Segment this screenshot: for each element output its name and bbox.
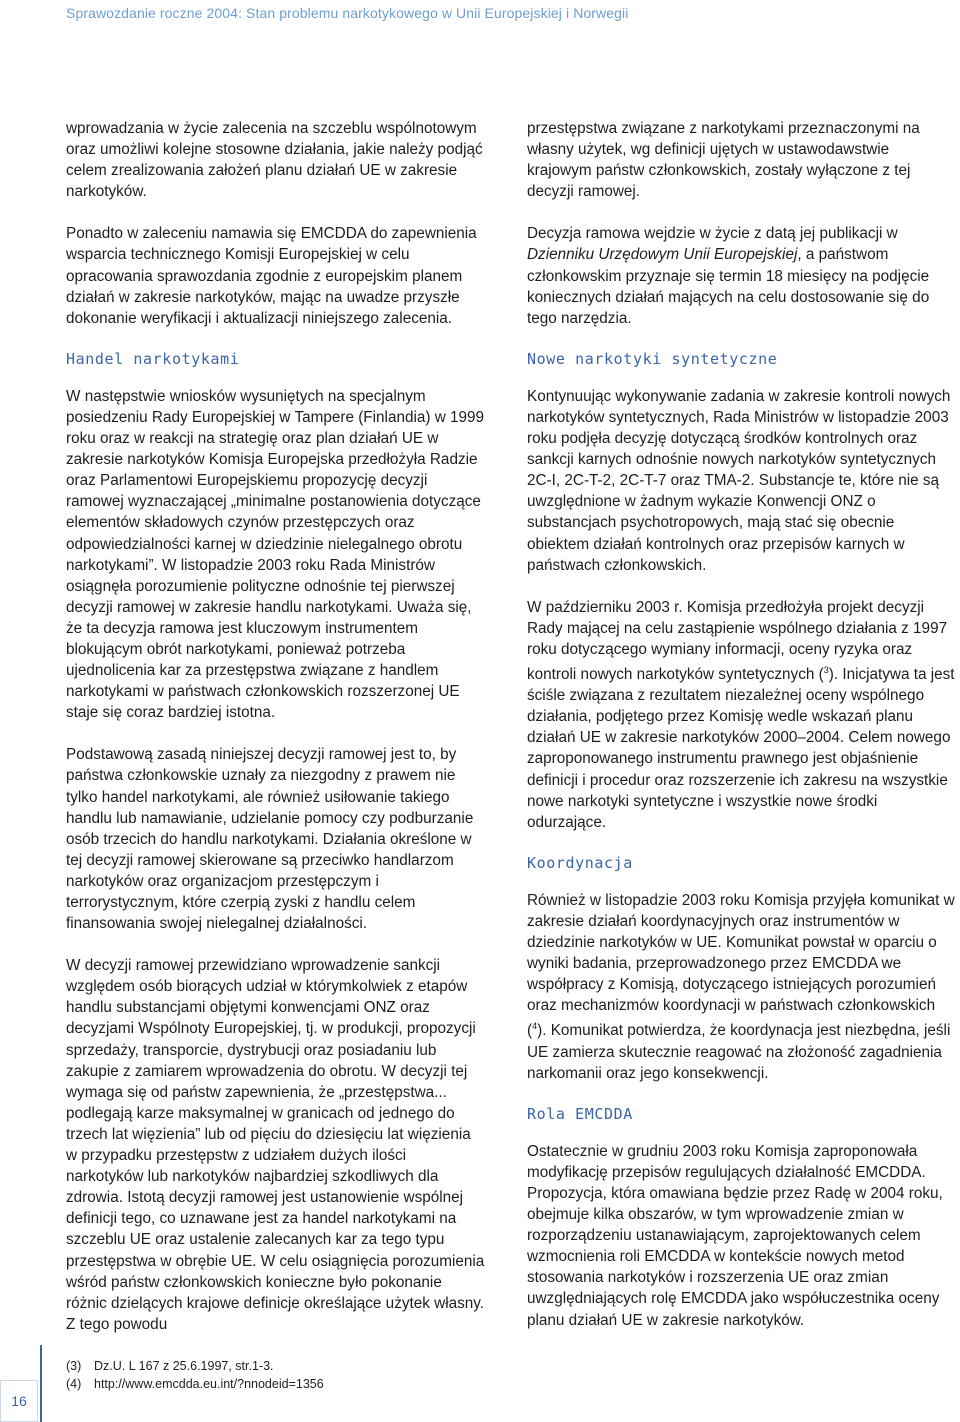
- paragraph: [527, 890, 957, 1084]
- footnote-link[interactable]: http://www.emcdda.eu.int/?nnodeid=1356: [94, 1377, 324, 1391]
- journal-title: Dzienniku Urzędowym Unii Europejskiej: [527, 246, 798, 264]
- footnote-number: (3): [66, 1359, 82, 1373]
- section-heading-emcdda-role: Rola EMCDDA: [527, 1104, 633, 1123]
- right-column: [527, 118, 957, 1352]
- page-number: 16: [0, 1380, 38, 1422]
- paragraph: Ponadto w zaleceniu namawia się EMCDDA do zapewnienia wsparcia technicznego Komisji Europejskiej w celu opracowania sprawozdania zgodnie z europejskim planem działań w zakresie narkotyków, mając na uwadze przyszłe dokonanie weryfikacji i aktualizacji niniejszego zalecenia.: [66, 225, 477, 327]
- text-run: Również w listopadzie 2003 roku Komisja przyjęła komunikat w zakresie działań koordynacyjnych oraz instrumentów w dziedzinie narkotyków w UE. Komunikat powstał w oparciu o wyniki badania, przeprowadzonego przez EMCDDA we współpracy z Komisją, dotyczącego istniejących porozumień oraz mechanizmów koordynacji w państwach członkowskich (: [527, 891, 955, 1040]
- section-heading-coordination: Koordynacja: [527, 853, 633, 872]
- footnote-3: [66, 1357, 324, 1375]
- section-heading-synthetic-drugs: Nowe narkotyki syntetyczne: [527, 349, 778, 368]
- running-header: Sprawozdanie roczne 2004: Stan problemu narkotykowego w Unii Europejskiej i Norwegii: [66, 5, 629, 21]
- paragraph: Podstawową zasadą niniejszej decyzji ramowej jest to, by państwa członkowskie uznały za niezgodny z prawem nie tylko handel narkotykami, ale również usiłowanie takiego handlu lub namawianie, udzielanie pomocy czy podburzanie osób trzecich do handlu narkotykami. Działania określone w tej decyzji ramowej skierowane są przeciwko handlarzom narkotyków oraz organizacjom przestępczym i terrorystycznym, które czerpią zyski z handlu celem finansowania swojej nielegalnej działalności.: [66, 746, 474, 933]
- footnote-text: Dz.U. L 167 z 25.6.1997, str.1-3.: [94, 1359, 274, 1373]
- text-run: W październiku 2003 r. Komisja przedłożyła projekt decyzji Rady mającej na celu zastąpienie wspólnego działania z 1997 roku dotyczącego wymiany informacji, oceny ryzyka oraz kontroli nowych narkotyków syntetycznych (: [527, 598, 948, 684]
- paragraph: W następstwie wniosków wysuniętych na specjalnym posiedzeniu Rady Europejskiej w Tampere (Finlandia) w 1999 roku oraz w reakcji na strategię oraz plan działań UE w zakresie narkotyków Komisja Europejska przedłożyła Radzie oraz Parlamentowi Europejskiemu propozycję decyzji ramowej wyznaczającej „minimalne postanowienia dotyczące elementów składowych czynów przestępczych oraz odpowiedzialności karnej w dziedzinie nielegalnego obrotu narkotykami”. W listopadzie 2003 roku Rada Ministrów osiągnęła porozumienie polityczne odnośnie tej pierwszej decyzji ramowej w zakresie handlu narkotykami. Uważa się, że ta decyzja ramowa jest kluczowym instrumentem blokującym obrót narkotykami, ponieważ potrzeba ujednolicenia kar za przestępstwa związane z handlem narkotykami w państwach członkowskich rozszerzonej UE staje się coraz bardziej istotna.: [66, 387, 485, 722]
- footnote-4: [66, 1375, 324, 1393]
- paragraph: Ostatecznie w grudniu 2003 roku Komisja zaproponowała modyfikację przepisów regulujących działalność EMCDDA. Propozycja, która omawiana będzie przez Radę w 2004 roku, obejmuje kilka obszarów, w tym wprowadzenie zmian w rozporządzeniu ustanawiającym, zaprojektowanych celem wzmocnienia roli EMCDDA w kontekście nowych metod stosowania narkotyków i rozszerzenia UE oraz zmian uwzględniających rolę EMCDDA jako współuczestnika oceny planu działań UE w zakresie narkotyków.: [527, 1142, 943, 1329]
- paragraph: Kontynuując wykonywanie zadania w zakresie kontroli nowych narkotyków syntetycznych, Rada Ministrów w listopadzie 2003 roku podjęła decyzję dotyczącą środków kontrolnych oraz sankcji karnych odnośnie nowych narkotyków syntetycznych 2C-I, 2C-T-2, 2C-T-7 oraz TMA-2. Substancje te, które nie są uwzględnione w żadnym wykazie Konwencji ONZ o substancjach psychotropowych, mają stać się obecnie obiektem działań kontrolnych oraz przepisów karnych w państwach członkowskich.: [527, 387, 951, 574]
- footnotes: [66, 1357, 324, 1393]
- text-run: ). Inicjatywa ta jest ściśle związana z rezultatem niezależnej oceny wspólnego działania, podjętego przez Komisję wedle wskazań planu działań UE w zakresie narkotyków 2000–2004. Celem nowego zaproponowanego instrumentu prawnego jest objaśnienie definicji i procedur oraz rozszerzenie ich zakresu na wszystkie nowe narkotyki syntetyczne i wszystkie nowe środki odurzające.: [527, 666, 955, 831]
- footnote-ref[interactable]: 3: [823, 664, 829, 675]
- page-divider: [40, 1345, 42, 1422]
- text-run: , a państwom członkowskim przyznaje się termin 18 miesięcy na podjęcie koniecznych działań mających na celu dostosowanie się do tego narzędzia.: [527, 246, 930, 327]
- text-run: Decyzja ramowa wejdzie w życie z datą jej publikacji w: [527, 225, 898, 243]
- paragraph: [527, 223, 957, 328]
- paragraph: przestępstwa związane z narkotykami przeznaczonymi na własny użytek, wg definicji ujętych w ustawodawstwie krajowym państw członkowskich, zostały wyłączone z tej decyzji ramowej.: [527, 120, 920, 201]
- paragraph: [527, 597, 957, 833]
- footnote-ref[interactable]: 4: [532, 1021, 538, 1032]
- section-heading-trafficking: Handel narkotykami: [66, 349, 240, 368]
- left-column: [66, 118, 486, 1356]
- paragraph: wprowadzania w życie zalecenia na szczeblu wspólnotowym oraz umożliwi kolejne stosowne działania, jakie należy podjąć celem zrealizowania założeń planu działań UE w zakresie narkotyków.: [66, 120, 483, 201]
- paragraph: W decyzji ramowej przewidziano wprowadzenie sankcji względem osób biorących udział w którymkolwiek z etapów handlu substancjami objętymi konwencjami ONZ oraz decyzjami Wspólnoty Europejskiej, tj. w produkcji, propozycji sprzedaży, transporcie, dystrybucji oraz posiadaniu lub zakupie z zamiarem wprowadzenia do obrotu. W decyzji tej wymaga się od państw zapewnienia, że „przestępstwa... podlegają karze maksymalnej w granicach od jednego do trzech lat więzienia” lub od pięciu do dziesięciu lat więzienia w przypadku przestępstw z udziałem dużych ilości narkotyków lub narkotyków najbardziej szkodliwych dla zdrowia. Istotą decyzji ramowej jest ustanowienie wspólnej definicji tego, co uznawane jest za handel narkotykami na szczeblu UE oraz ustalenie zalecanych kar za tego typu przestępstwa w obrębie UE. W celu osiągnięcia porozumienia wśród państw członkowskich konieczne było pokonanie różnic dzielących krajowe definicje określające użytek własny. Z tego powodu: [66, 957, 485, 1333]
- footnote-number: (4): [66, 1377, 82, 1391]
- text-run: ). Komunikat potwierdza, że koordynacja jest niezbędna, jeśli UE zamierza skutecznie reagować na złożoność zagadnienia narkomanii oraz jego konsekwencji.: [527, 1022, 951, 1082]
